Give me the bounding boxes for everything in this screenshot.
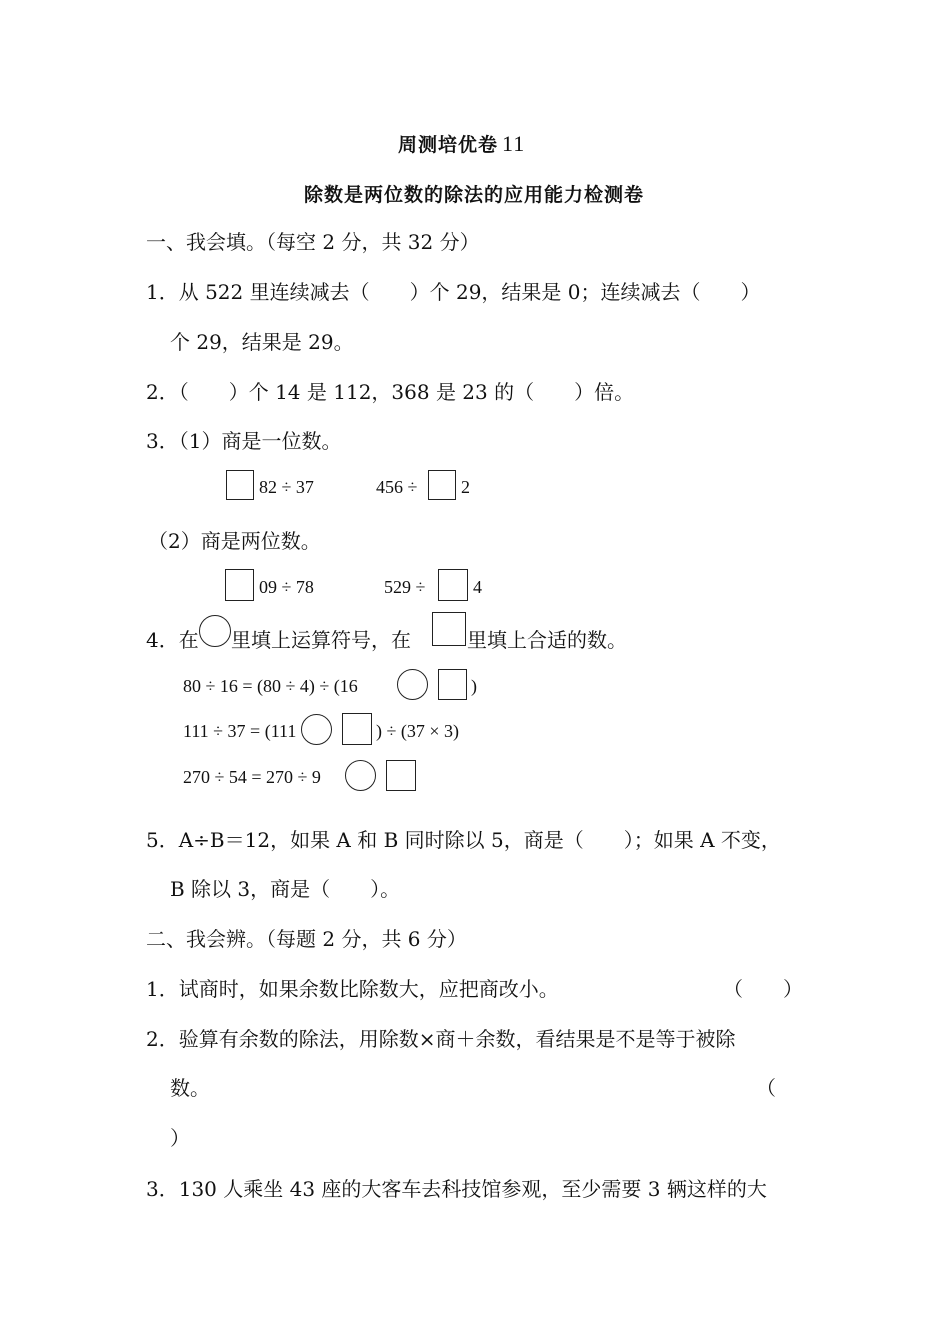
page-subtitle: 除数是两位数的除法的应用能力检测卷 [304, 184, 645, 206]
q2-text: 2．（ ）个 14 是 112，368 是 23 的（ ）倍。 [146, 380, 635, 404]
q3-part1: 3．（1）商是一位数。 [146, 429, 342, 453]
s2-q2-paren-open[interactable]: （ [756, 1076, 776, 1100]
title-number: 11 [502, 131, 526, 156]
s2-q1-text: 1．试商时，如果余数比除数大，应把商改小。 [146, 977, 559, 1001]
q3-exp4-left: 529 ÷ [384, 577, 426, 597]
answer-box[interactable] [342, 713, 372, 745]
q3-exp4-right: 4 [473, 577, 482, 597]
page-title [398, 130, 525, 157]
q1-line1: 1．从 522 里连续减去（ ）个 29，结果是 0；连续减去（ ） [146, 280, 761, 304]
s2-q2-line2: 数。 [170, 1076, 210, 1100]
square-symbol-icon [432, 612, 466, 646]
q4-eq1-right: ) [471, 676, 477, 696]
q1-line2: 个 29，结果是 29。 [170, 330, 354, 354]
s2-q3-line1: 3．130 人乘坐 43 座的大客车去科技馆参观，至少需要 3 辆这样的大 [146, 1177, 767, 1201]
q4-eq2-left: 111 ÷ 37 = (111 [183, 721, 297, 741]
operator-circle[interactable] [345, 760, 376, 791]
circle-symbol-icon [199, 615, 231, 647]
q5-line1: 5．A÷B＝12，如果 A 和 B 同时除以 5，商是（ ）；如果 A 不变， [146, 828, 781, 852]
q4-text-c: 里填上合适的数。 [467, 628, 627, 652]
q3-exp2-right: 2 [461, 477, 470, 497]
operator-circle[interactable] [301, 714, 332, 745]
s2-q2-line1: 2．验算有余数的除法，用除数×商＋余数，看结果是不是等于被除 [146, 1027, 736, 1051]
answer-box[interactable] [438, 669, 467, 700]
q4-eq2-right: ) ÷ (37 × 3) [376, 721, 460, 741]
q5-line2: B 除以 3，商是（ ）。 [170, 877, 401, 901]
q4-eq1-left: 80 ÷ 16 = (80 ÷ 4) ÷ (16 [183, 676, 358, 696]
answer-box[interactable] [438, 569, 468, 601]
section1-heading: 一、我会填。（每空 2 分，共 32 分） [146, 230, 480, 254]
answer-box[interactable] [428, 470, 456, 500]
answer-box[interactable] [226, 470, 254, 500]
title-text: 周测培优卷 [398, 134, 499, 156]
q4-eq3-left: 270 ÷ 54 = 270 ÷ 9 [183, 767, 321, 787]
section2-heading: 二、我会辨。（每题 2 分，共 6 分） [146, 927, 467, 951]
s2-q1-answer-paren[interactable]: （ ） [723, 977, 803, 1001]
q3-exp2-left: 456 ÷ [376, 477, 418, 497]
q4-text-b: 里填上运算符号，在 [231, 628, 411, 652]
q3-exp1: 82 ÷ 37 [259, 477, 314, 497]
q4-text-a: 4．在 [146, 628, 199, 652]
answer-box[interactable] [386, 760, 416, 791]
q3-part2: （2）商是两位数。 [148, 529, 321, 553]
operator-circle[interactable] [397, 669, 428, 700]
s2-q2-paren-close[interactable]: ） [170, 1126, 190, 1150]
answer-box[interactable] [225, 569, 254, 601]
q3-exp3: 09 ÷ 78 [259, 577, 314, 597]
